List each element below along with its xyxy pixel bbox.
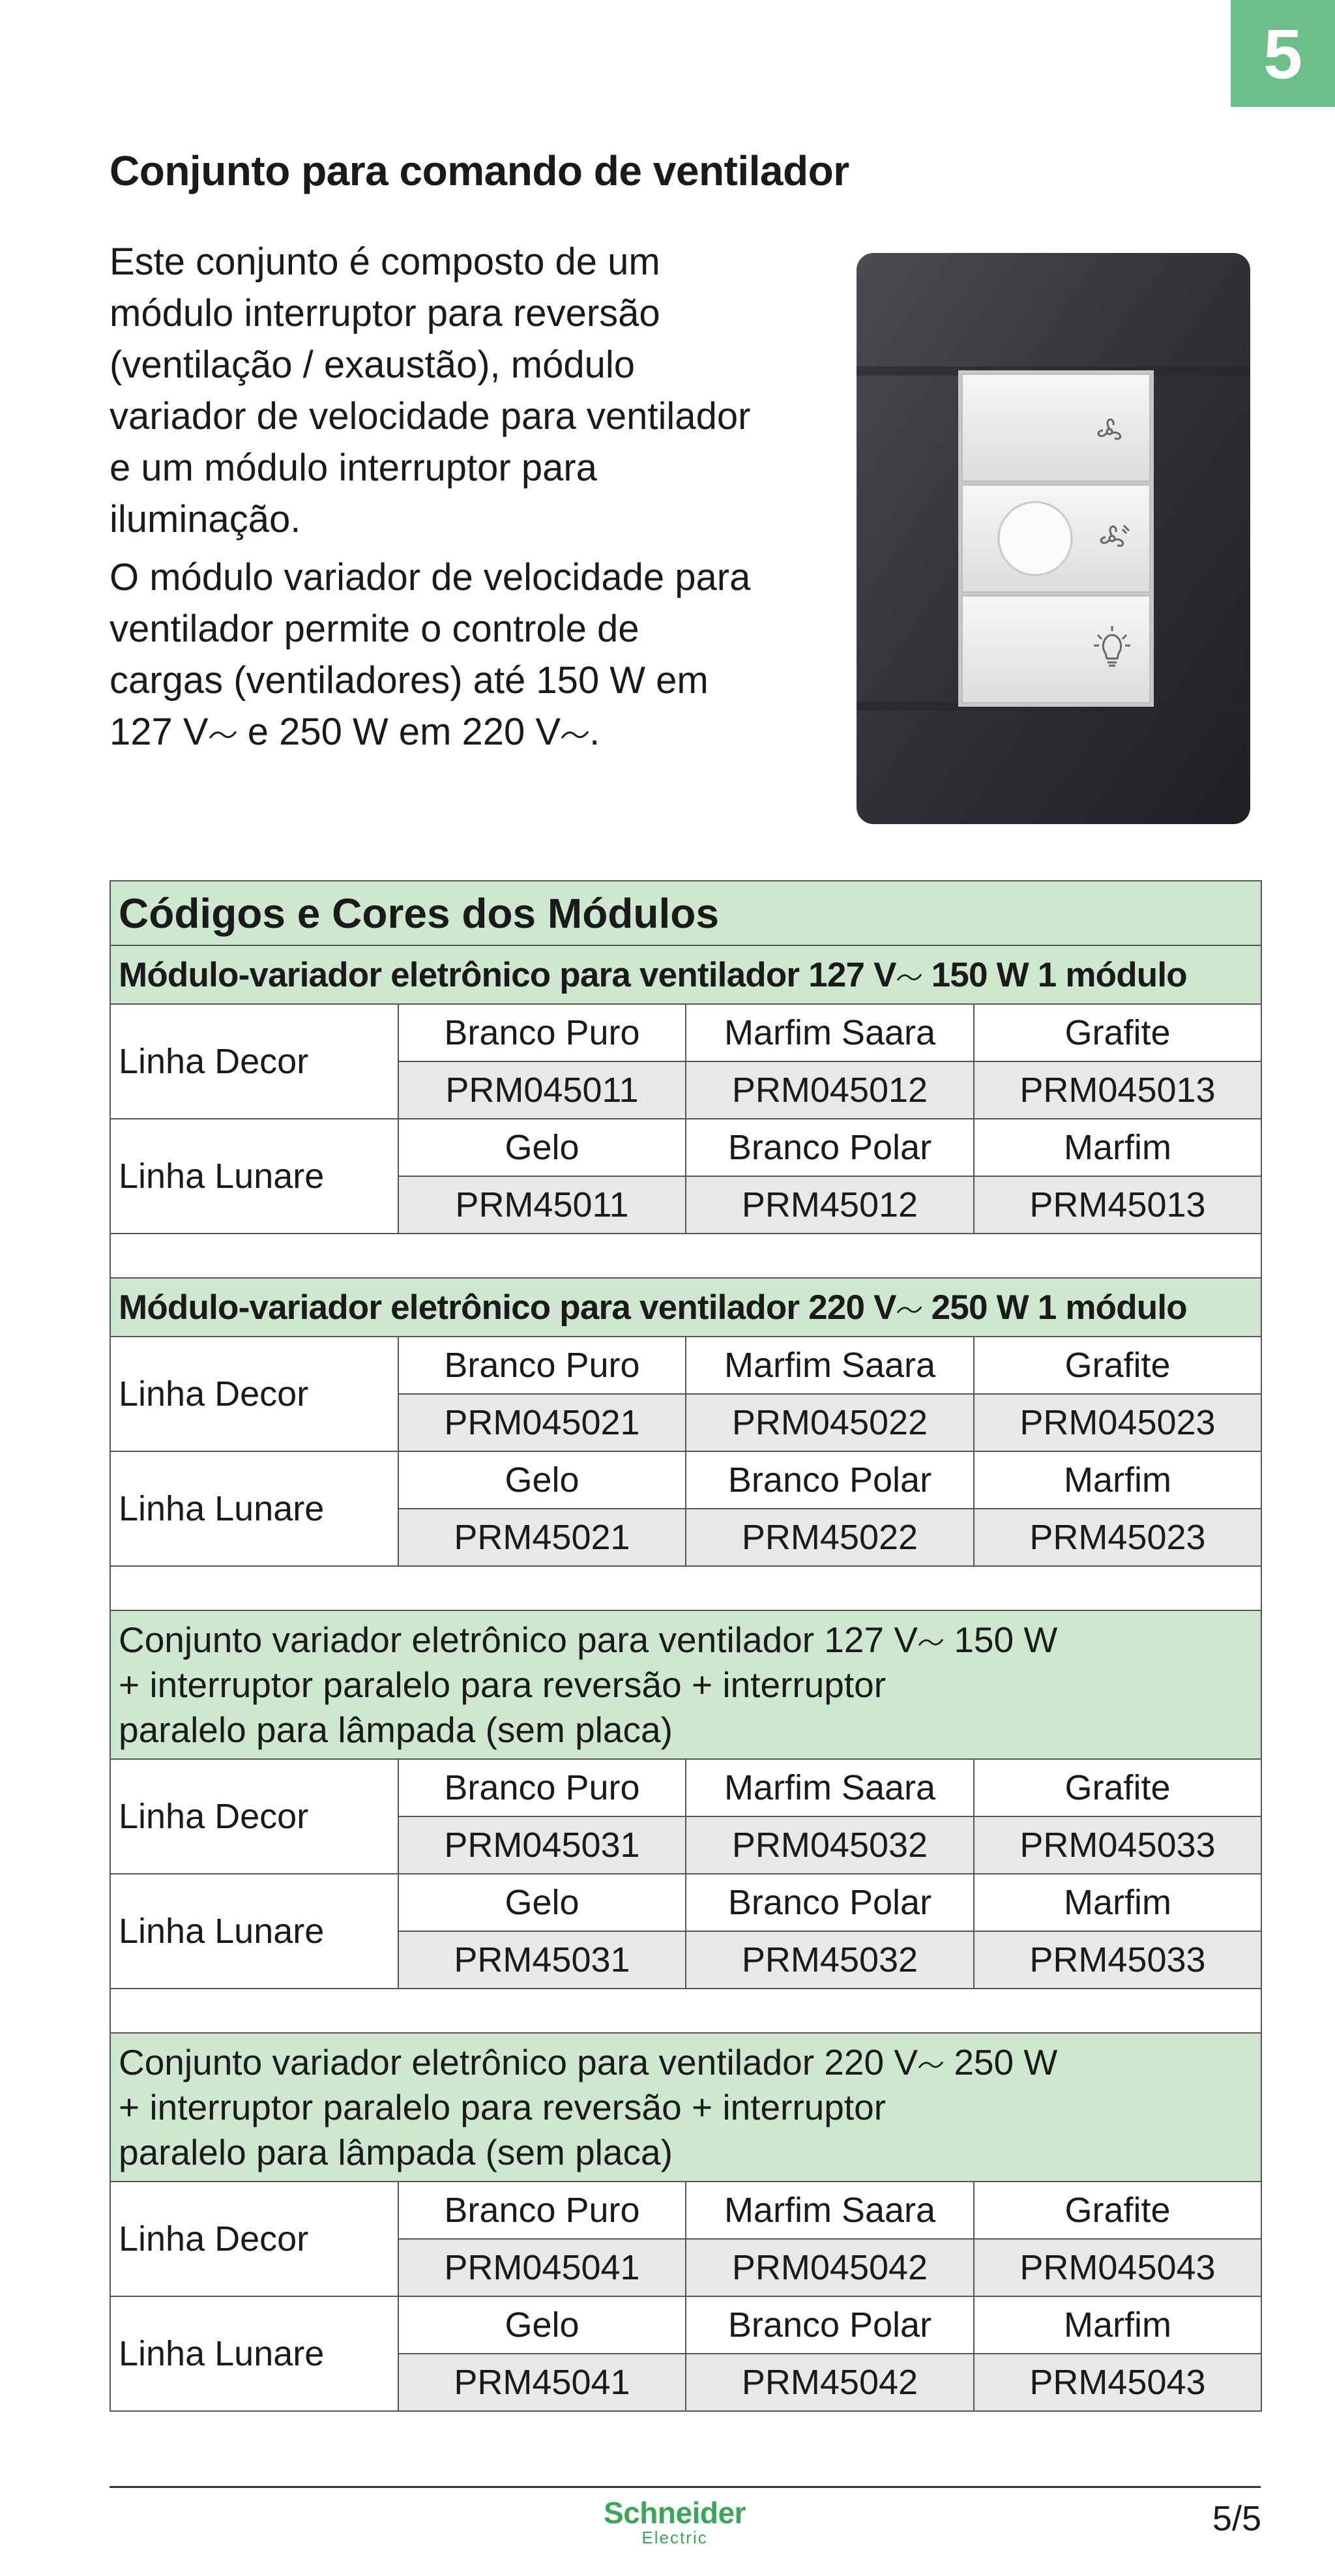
- ac-sine-icon: [896, 971, 922, 984]
- section-heading-line: paralelo para lâmpada (sem placa): [119, 1709, 673, 1750]
- intro-text-part: O módulo variador de velocidade para ventilador permite o controle de cargas (ventiladores) até 150 W em 127 V: [110, 556, 751, 753]
- page-number: 5/5: [1212, 2499, 1261, 2538]
- section-heading-text: 150 W: [944, 1619, 1058, 1660]
- color-name: Branco Puro: [398, 1337, 686, 1394]
- line-name: Linha Lunare: [110, 1119, 398, 1234]
- product-code: PRM045013: [974, 1061, 1261, 1119]
- section-heading: [110, 2033, 1261, 2182]
- product-code: PRM45033: [974, 1931, 1261, 1989]
- color-name: Gelo: [398, 1451, 686, 1509]
- section-heading-row: [110, 1610, 1261, 1759]
- section-heading-line: + interruptor paralelo para reversão + interruptor: [119, 1664, 887, 1705]
- line-name: Linha Lunare: [110, 1451, 398, 1566]
- color-name: Marfim: [974, 1451, 1261, 1509]
- color-name: Gelo: [398, 1874, 686, 1931]
- spacer-cell: [110, 1989, 1261, 2033]
- line-name: Linha Decor: [110, 1004, 398, 1119]
- ac-sine-icon: [209, 728, 237, 742]
- product-photo: [854, 249, 1253, 828]
- spacer-cell: [110, 1234, 1261, 1278]
- color-name: Marfim: [974, 1119, 1261, 1176]
- line-name: Linha Decor: [110, 1759, 398, 1874]
- color-name: Marfim: [974, 1874, 1261, 1931]
- section-heading-text: 250 W: [944, 2041, 1058, 2082]
- intro-paragraph-2: [110, 552, 761, 758]
- product-code: PRM045021: [398, 1394, 686, 1451]
- section-heading-text: Conjunto variador eletrônico para ventilador 127 V: [119, 1619, 918, 1660]
- product-code: PRM45042: [686, 2354, 974, 2411]
- ac-sine-icon: [561, 728, 589, 742]
- line-name: Linha Lunare: [110, 1874, 398, 1989]
- color-name: Grafite: [974, 1759, 1261, 1816]
- intro-text-part: e 250 W em 220 V: [237, 711, 561, 753]
- chapter-tab: 5: [1231, 0, 1335, 107]
- table-title: Códigos e Cores dos Módulos: [110, 881, 1261, 945]
- section-heading-text: Módulo-variador eletrônico para ventilador 127 V: [119, 955, 896, 994]
- section-heading-row: [110, 1278, 1261, 1337]
- section-heading-line: [119, 2040, 1261, 2085]
- product-code: PRM045032: [686, 1816, 974, 1874]
- color-name: Grafite: [974, 1337, 1261, 1394]
- color-name: Gelo: [398, 1119, 686, 1176]
- codes-table-body: [110, 881, 1261, 2411]
- section-heading-text: Módulo-variador eletrônico para ventilador 220 V: [119, 1288, 896, 1327]
- product-code: PRM45013: [974, 1176, 1261, 1234]
- spacer-cell: [110, 1566, 1261, 1610]
- ac-sine-icon: [918, 1636, 944, 1649]
- line-name: Linha Decor: [110, 1337, 398, 1451]
- color-name: Branco Puro: [398, 1759, 686, 1816]
- color-name: Marfim Saara: [686, 1759, 974, 1816]
- color-name: Marfim Saara: [686, 1337, 974, 1394]
- section-heading-line: + interruptor paralelo para reversão + interruptor: [119, 2086, 887, 2127]
- product-code: PRM045041: [398, 2239, 686, 2296]
- ac-sine-icon: [896, 1303, 922, 1316]
- table-row: [110, 1874, 1261, 1931]
- spacer-row: [110, 1989, 1261, 2033]
- line-name: Linha Lunare: [110, 2296, 398, 2411]
- product-code: PRM045022: [686, 1394, 974, 1451]
- intro-text: [110, 236, 761, 764]
- product-code: PRM45021: [398, 1509, 686, 1566]
- table-row: [110, 1451, 1261, 1509]
- table-row: [110, 1759, 1261, 1816]
- table-row: [110, 1119, 1261, 1176]
- color-name: Marfim Saara: [686, 1004, 974, 1061]
- color-name: Branco Polar: [686, 1451, 974, 1509]
- intro-text-part: .: [589, 711, 600, 753]
- brand-sub: Electric: [641, 2528, 708, 2547]
- footer-divider: [110, 2486, 1261, 2488]
- section-heading: [110, 1278, 1261, 1337]
- product-code: PRM45011: [398, 1176, 686, 1234]
- table-row: [110, 1337, 1261, 1394]
- product-code: PRM45022: [686, 1509, 974, 1566]
- product-code: PRM045033: [974, 1816, 1261, 1874]
- product-code: PRM045031: [398, 1816, 686, 1874]
- intro-paragraph-1: Este conjunto é composto de um módulo interruptor para reversão (ventilação / exaustão), módulo variador de velocidade para ventilador e um módulo interruptor para iluminação.: [110, 241, 751, 540]
- brand-logo: [590, 2497, 759, 2547]
- product-code: PRM045023: [974, 1394, 1261, 1451]
- table-title-row: [110, 881, 1261, 945]
- section-heading-text: Conjunto variador eletrônico para ventilador 220 V: [119, 2041, 918, 2082]
- spacer-row: [110, 1566, 1261, 1610]
- color-name: Branco Puro: [398, 1004, 686, 1061]
- product-code: PRM45041: [398, 2354, 686, 2411]
- ac-sine-icon: [918, 2058, 944, 2071]
- color-name: Grafite: [974, 2182, 1261, 2239]
- section-heading: [110, 945, 1261, 1004]
- section-heading-text: 150 W 1 módulo: [922, 955, 1187, 994]
- color-name: Marfim Saara: [686, 2182, 974, 2239]
- color-name: Branco Polar: [686, 2296, 974, 2354]
- color-name: Grafite: [974, 1004, 1261, 1061]
- table-row: [110, 2182, 1261, 2239]
- product-code: PRM45032: [686, 1931, 974, 1989]
- color-name: Branco Puro: [398, 2182, 686, 2239]
- section-heading-row: [110, 945, 1261, 1004]
- product-code: PRM45031: [398, 1931, 686, 1989]
- section-heading-line: [119, 1618, 1261, 1663]
- section-heading-line: paralelo para lâmpada (sem placa): [119, 2131, 673, 2172]
- codes-table: [110, 880, 1262, 2412]
- page-title: Conjunto para comando de ventilador: [110, 147, 849, 194]
- product-code: PRM45012: [686, 1176, 974, 1234]
- section-heading: [110, 1610, 1261, 1759]
- product-code: PRM45043: [974, 2354, 1261, 2411]
- table-row: [110, 1004, 1261, 1061]
- color-name: Branco Polar: [686, 1119, 974, 1176]
- section-heading-row: [110, 2033, 1261, 2182]
- product-code: PRM45023: [974, 1509, 1261, 1566]
- table-row: [110, 2296, 1261, 2354]
- product-code: PRM045043: [974, 2239, 1261, 2296]
- section-heading-text: 250 W 1 módulo: [922, 1288, 1187, 1327]
- line-name: Linha Decor: [110, 2182, 398, 2296]
- color-name: Gelo: [398, 2296, 686, 2354]
- product-code: PRM045011: [398, 1061, 686, 1119]
- brand-name: Schneider: [604, 2496, 746, 2530]
- product-code: PRM045042: [686, 2239, 974, 2296]
- color-name: Branco Polar: [686, 1874, 974, 1931]
- product-code: PRM045012: [686, 1061, 974, 1119]
- color-name: Marfim: [974, 2296, 1261, 2354]
- spacer-row: [110, 1234, 1261, 1278]
